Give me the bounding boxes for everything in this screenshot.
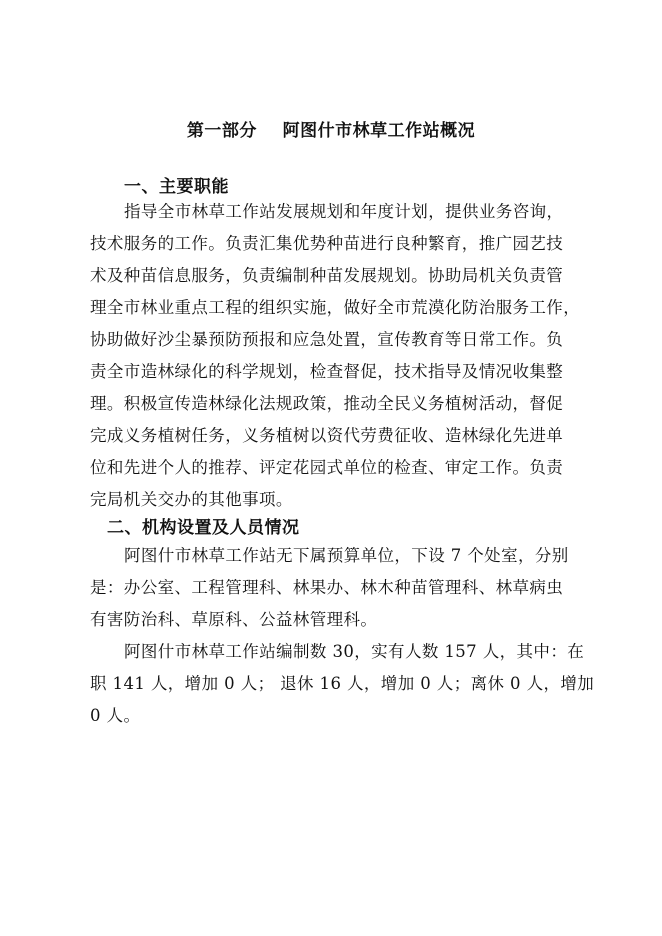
section-heading-main-functions: 一、主要职能 <box>124 177 229 197</box>
paragraph-line: 理全市林业重点工程的组织实施，做好全市荒漠化防治服务工作， <box>90 298 581 317</box>
paragraph-line: 责全市造林绿化的科学规划，检查督促，技术指导及情况收集整 <box>90 362 564 381</box>
paragraph-line: 阿图什市林草工作站编制数 30，实有人数 157 人，其中：在 <box>124 642 585 661</box>
page-title: 第一部分 阿图什市林草工作站概况 <box>186 121 476 141</box>
section-heading-organization-staff: 二、机构设置及人员情况 <box>107 518 300 538</box>
paragraph-line: 是：办公室、工程管理科、林果办、林木种苗管理科、林草病虫 <box>90 578 564 597</box>
paragraph-line: 完局机关交办的其他事项。 <box>90 490 293 509</box>
paragraph-line: 0 人。 <box>90 706 141 725</box>
paragraph-line: 阿图什市林草工作站无下属预算单位，下设 7 个处室，分别 <box>124 546 569 565</box>
paragraph-line: 指导全市林草工作站发展规划和年度计划，提供业务咨询， <box>124 202 564 221</box>
paragraph-line: 职 141 人，增加 0 人； 退休 16 人，增加 0 人；离休 0 人，增加 <box>90 674 595 693</box>
paragraph-line: 理。积极宣传造林绿化法规政策，推动全民义务植树活动，督促 <box>90 394 564 413</box>
paragraph-line: 位和先进个人的推荐、评定花园式单位的检查、审定工作。负责 <box>90 458 564 477</box>
paragraph-line: 术及种苗信息服务，负责编制种苗发展规划。协助局机关负责管 <box>90 266 564 285</box>
paragraph-line: 技术服务的工作。负责汇集优势种苗进行良种繁育，推广园艺技 <box>90 234 564 253</box>
paragraph-line: 有害防治科、草原科、公益林管理科。 <box>90 610 378 629</box>
paragraph-line: 协助做好沙尘暴预防预报和应急处置，宣传教育等日常工作。负 <box>90 330 564 349</box>
paragraph-line: 完成义务植树任务，义务植树以资代劳费征收、造林绿化先进单 <box>90 426 564 445</box>
